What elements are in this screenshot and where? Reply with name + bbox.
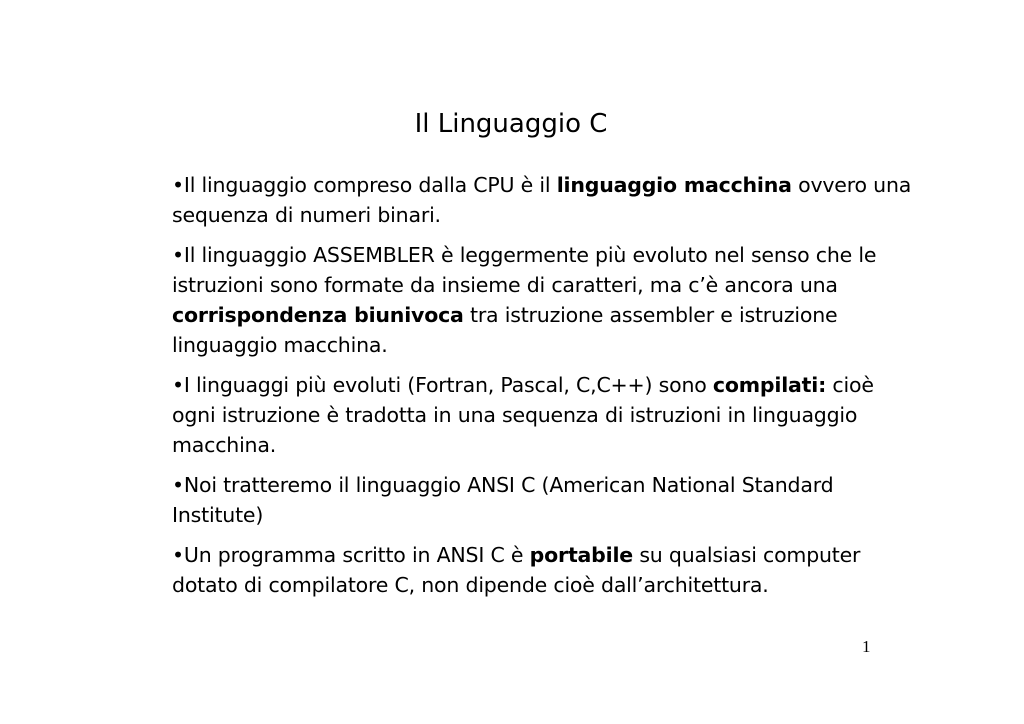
- bullet-text: •Un programma scritto in ANSI C è: [172, 543, 530, 567]
- bullet-emphasis: compilati:: [712, 373, 827, 397]
- bullet-text: •Il linguaggio ASSEMBLER è leggermente più evoluto nel senso che le istruzioni sono formate da insieme di caratteri, ma c’è ancora una: [172, 243, 877, 297]
- bullet-emphasis: linguaggio macchina: [556, 173, 792, 197]
- slide-title: [0, 106, 1024, 142]
- bullet-emphasis: corrispondenza biunivoca: [172, 303, 464, 327]
- bullet-text: su qualsiasi computer dotato di compilatore C, non dipende cioè dall’architettura.: [172, 543, 861, 597]
- bullet-item: [172, 240, 917, 360]
- bullet-list: [172, 170, 917, 610]
- bullet-emphasis: portabile: [529, 543, 634, 567]
- bullet-item: [172, 170, 917, 230]
- bullet-text: •I linguaggi più evoluti (Fortran, Pascal, C,C++) sono: [172, 373, 713, 397]
- slide-title-text: Il Linguaggio C: [414, 109, 608, 139]
- bullet-item: [172, 370, 917, 460]
- bullet-text: cioè ogni istruzione è tradotta in una sequenza di istruzioni in linguaggio macchina.: [172, 373, 874, 457]
- bullet-item: [172, 540, 917, 600]
- bullet-item: [172, 470, 917, 530]
- page-number: 1: [862, 637, 871, 656]
- bullet-text: tra istruzione assembler e istruzione linguaggio macchina.: [172, 303, 838, 357]
- bullet-text: •Noi tratteremo il linguaggio ANSI C (American National Standard Institute): [172, 473, 834, 527]
- bullet-text: ovvero una sequenza di numeri binari.: [172, 173, 912, 227]
- bullet-text: •Il linguaggio compreso dalla CPU è il: [172, 173, 557, 197]
